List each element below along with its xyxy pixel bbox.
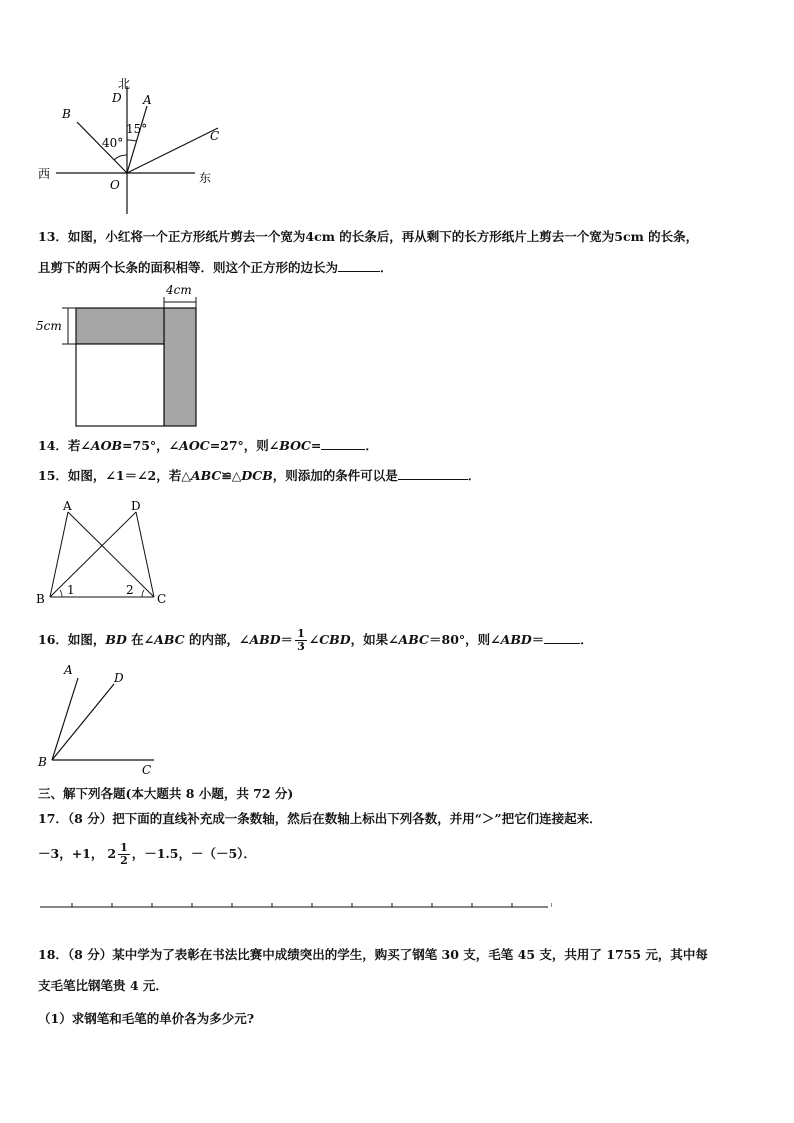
- period: ．: [380, 260, 393, 275]
- angle-name: ABC: [154, 632, 185, 647]
- label-B: B: [38, 755, 47, 769]
- label-B: B: [62, 107, 71, 121]
- ray-BA: [52, 678, 78, 760]
- label-1: 1: [67, 583, 75, 597]
- label-D: D: [112, 91, 122, 105]
- question-16: [38, 628, 593, 653]
- label-A: A: [63, 499, 72, 513]
- text: ＝80°，则∠: [429, 632, 501, 647]
- strip-5cm: [76, 308, 164, 344]
- angle-arc-1: [60, 590, 62, 597]
- compass-figure: [30, 74, 230, 219]
- ray-name: BD: [105, 632, 127, 647]
- label-B: B: [36, 592, 45, 606]
- label-C: C: [157, 592, 167, 606]
- text: （8 分）把下面的直线补充成一条数轴，然后在数轴上标出下列各数，并用“＞”把它们连接起来．: [67, 811, 602, 826]
- question-14: [38, 437, 378, 455]
- question-17: [38, 810, 602, 828]
- square-figure: [34, 282, 204, 430]
- fraction-numerator: 1: [297, 627, 305, 640]
- question-number: 18．: [38, 947, 68, 962]
- segment-AC: [68, 512, 154, 597]
- angle-arc-15: [127, 140, 136, 141]
- ray-OA: [127, 106, 147, 173]
- fraction-denominator: 2: [120, 854, 128, 867]
- label-2: 2: [126, 583, 134, 597]
- question-13-line1: [38, 228, 698, 246]
- label-west: 西: [38, 167, 51, 181]
- label-D: D: [131, 499, 141, 513]
- angle-name: ABD: [500, 632, 532, 647]
- question-13-text1: 如图，小红将一个正方形纸片剪去一个宽为4cm 的长条后，再从剩下的长方形纸片上剪去一个宽为5cm 的长条，: [67, 229, 699, 244]
- question-13-text2: 且剪下的两个长条的面积相等．则这个正方形的边长为: [38, 260, 339, 275]
- text: ∠: [308, 632, 320, 647]
- question-17-numbers: [38, 842, 256, 867]
- label-east: 东: [199, 171, 212, 185]
- strip-4cm: [164, 308, 196, 426]
- question-number: 17．: [38, 811, 68, 826]
- period: ．: [580, 632, 593, 647]
- label-C: C: [142, 763, 152, 777]
- numbers-text: ，－1.5，－（－5）．: [131, 846, 256, 861]
- text: （8 分）某中学为了表彰在书法比赛中成绩突出的学生，购买了钢笔 30 支，毛笔 45 支，共用了 1755 元，其中每: [67, 947, 708, 962]
- fraction-numerator: 1: [120, 841, 128, 854]
- numbers-text: －3，+1，: [38, 846, 104, 861]
- label-5cm: 5cm: [36, 319, 62, 333]
- angle-name: AOB: [90, 438, 123, 453]
- label-A: A: [143, 93, 152, 107]
- angle-figure: [30, 660, 170, 780]
- question-18-line1: [38, 946, 708, 964]
- text: ，如果∠: [350, 632, 399, 647]
- angle-name: BOC: [279, 438, 311, 453]
- question-number: 16．: [38, 632, 68, 647]
- question-18-line2: 支毛笔比钢笔贵 4 元．: [38, 978, 168, 993]
- label-D: D: [114, 671, 124, 685]
- number-line[interactable]: [38, 898, 552, 912]
- text: 如图，: [67, 632, 106, 647]
- fraction-denominator: 3: [297, 640, 305, 653]
- triangle-name: ABC: [190, 468, 222, 483]
- triangle-name: DCB: [241, 468, 273, 483]
- text: 的内部，∠: [184, 632, 250, 647]
- label-4cm: 4cm: [166, 283, 192, 297]
- ray-BD: [52, 684, 114, 760]
- question-number: 13．: [38, 229, 68, 244]
- question-number: 15．: [38, 468, 68, 483]
- question-number: 14．: [38, 438, 68, 453]
- text: ＝: [531, 632, 545, 647]
- angle-name: ABD: [249, 632, 281, 647]
- period: ．: [365, 438, 378, 453]
- question-13-line2: [38, 259, 393, 277]
- label-40deg: 40°: [102, 136, 124, 150]
- answer-blank[interactable]: [398, 467, 468, 480]
- angle-name: AOC: [179, 438, 210, 453]
- text: 若∠: [67, 438, 91, 453]
- segment-DC: [136, 512, 154, 597]
- period: ．: [467, 468, 481, 483]
- question-15: [38, 467, 480, 485]
- segment-AB: [50, 512, 68, 597]
- text: ，则添加的条件可以是: [272, 468, 398, 483]
- angle-arc-2: [142, 590, 144, 597]
- label-O: O: [110, 178, 120, 192]
- text: 如图，∠1＝∠2，若△: [67, 468, 191, 483]
- text: 在∠: [126, 632, 155, 647]
- remaining-square: [76, 344, 164, 426]
- angle-arc-40: [114, 155, 127, 160]
- angle-name: ABC: [398, 632, 429, 647]
- label-C: C: [210, 129, 220, 143]
- text: =: [310, 438, 322, 453]
- mixed-number-whole: 2: [107, 846, 117, 861]
- text: =75°，∠: [122, 438, 180, 453]
- label-15deg: 15°: [126, 122, 148, 136]
- mixed-number-fraction: [118, 842, 130, 867]
- segment-DB: [50, 512, 136, 597]
- question-18-sub1: （1）求钢笔和毛笔的单价各为多少元?: [38, 1011, 255, 1026]
- answer-blank[interactable]: [338, 259, 380, 272]
- label-north: 北: [118, 77, 131, 91]
- answer-blank[interactable]: [544, 631, 580, 644]
- angle-name: CBD: [319, 632, 351, 647]
- label-A: A: [64, 663, 73, 677]
- answer-blank[interactable]: [321, 437, 365, 450]
- triangles-figure: [30, 494, 180, 610]
- text: =27°，则∠: [209, 438, 280, 453]
- text: ＝: [280, 632, 294, 647]
- number-line-ticks: [72, 903, 552, 907]
- text: ≌△: [221, 468, 242, 483]
- fraction-one-third: [295, 628, 307, 653]
- section-heading: 三、解下列各题(本大题共 8 小题，共 72 分): [38, 786, 294, 801]
